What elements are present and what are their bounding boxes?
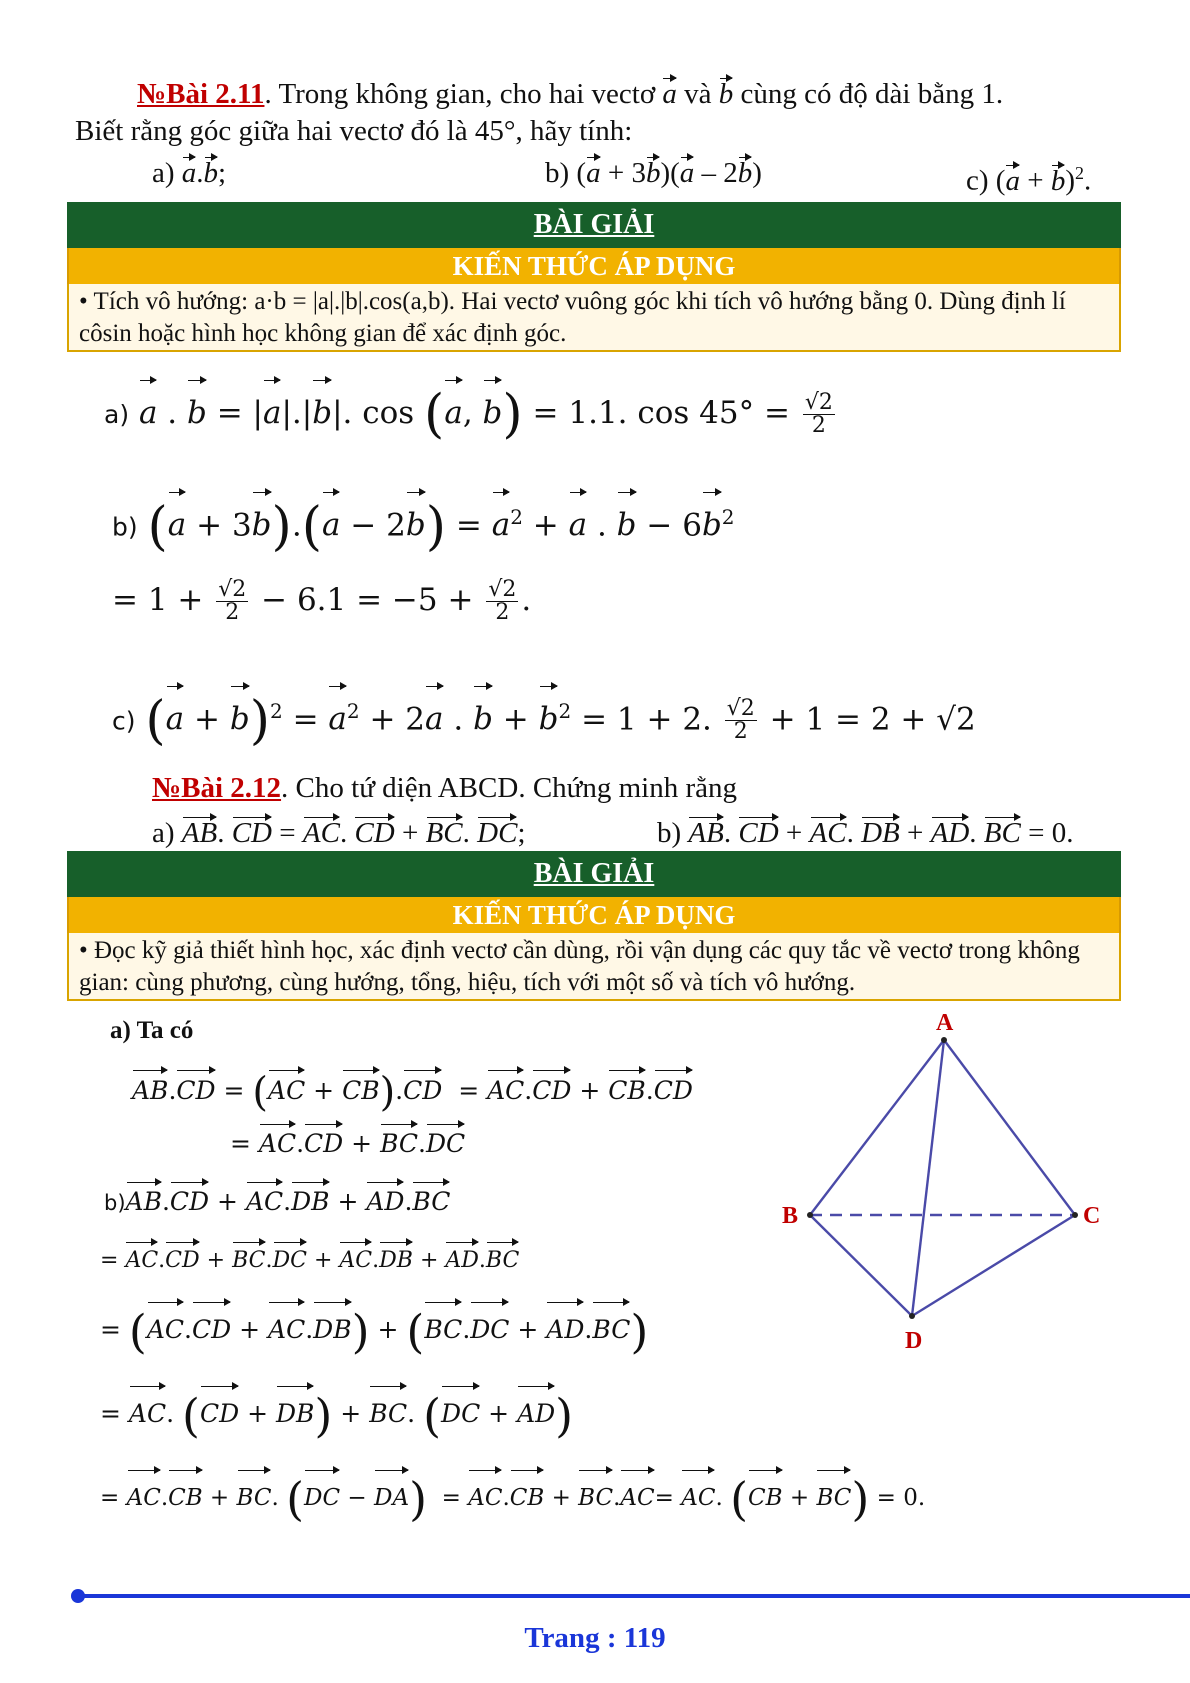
knowledge-note-2: • Đọc kỹ giả thiết hình học, xác định vectơ cần dùng, rồi vận dụng các quy tắc về vectơ trong không gian: cùng phương, cùng hướng, tổng, hiệu, tích với một số và tích vô hướng. bbox=[67, 933, 1121, 1001]
solution-2b-line2: = AC.CD + BC.DC + AC.DB + AD.BC bbox=[100, 1240, 519, 1282]
edge-AC bbox=[944, 1040, 1075, 1215]
solution-2a-line1: AB.CD = (AC + CB).CD = AC.CD + CB.CD bbox=[132, 1069, 693, 1116]
problem-2-11-line2: Biết rằng góc giữa hai vectơ đó là 45°, hãy tính: bbox=[75, 115, 633, 147]
label-D: D bbox=[905, 1328, 923, 1354]
edge-AB bbox=[810, 1040, 944, 1215]
solution-1b-line1: b) $(a + 3b).(a - 2b) = a^2 + a$ . $b - 6b^2$ bbox=[112, 482, 735, 552]
tetrahedron-figure bbox=[770, 1008, 1110, 1358]
vertex-D bbox=[909, 1313, 915, 1319]
solution-2a-title: a) Ta có bbox=[110, 1017, 194, 1044]
edge-CD bbox=[912, 1215, 1075, 1316]
problem-2-12-line1: №Bài 2.12. Cho tứ diện ABCD. Chứng minh rằng bbox=[152, 772, 738, 804]
edge-BD bbox=[810, 1215, 912, 1316]
label-A: A bbox=[936, 1010, 954, 1036]
solution-header-2: BÀI GIẢI bbox=[67, 851, 1121, 897]
solution-2b-line1: b)AB.CD + AC.DB + AD.BC bbox=[104, 1180, 450, 1224]
solution-1a: a) a . b = |a|.|b|. cos (a, b) = 1.1. cos 45° = $\frac{√2}{2}$ bbox=[104, 378, 838, 448]
knowledge-header-1: KIẾN THỨC ÁP DỤNG bbox=[67, 248, 1121, 284]
knowledge-note-1: • Tích vô hướng: a·b = |a|.|b|.cos(a,b). Hai vectơ vuông góc khi tích vô hướng bằng 0. Dùng định lí côsin hoặc hình học không gian để xác định góc. bbox=[67, 284, 1121, 352]
footer-line bbox=[78, 1594, 1190, 1598]
label-C: C bbox=[1083, 1203, 1101, 1229]
part-c: c) $(a + b)^2$. bbox=[966, 163, 1092, 197]
vertex-C bbox=[1072, 1212, 1078, 1218]
solution-1c: c) $(a + b)^2 = a^2 + 2a$ . $b + b^2 = 1 + 2$. $\frac{√2}{2}$ + 1 = 2 + √2 bbox=[112, 676, 976, 746]
label-B: B bbox=[782, 1203, 799, 1229]
edge-AD bbox=[912, 1040, 944, 1316]
solution-2b-line5: = AC.CB + BC. (DC − DA) = AC.CB + BC.AC= AC. (CB + BC) = 0. bbox=[100, 1468, 925, 1528]
page-number: Trang : 119 bbox=[524, 1622, 666, 1654]
vertex-B bbox=[807, 1212, 813, 1218]
part-2b: b) AB. CD + AC. DB + AD. BC = 0. bbox=[657, 817, 1074, 849]
solution-header-1: BÀI GIẢI bbox=[67, 202, 1121, 248]
part-a: a) a.b; bbox=[152, 157, 227, 189]
solution-2a-line2: = AC.CD + BC.DC bbox=[230, 1122, 465, 1166]
solution-2b-line4: = AC. (CD + DB) + BC. (DC + AD) bbox=[100, 1384, 573, 1444]
solution-2b-line3: = (AC.CD + AC.DB) + (BC.DC + AD.BC) bbox=[100, 1300, 648, 1360]
problem-number: №Bài 2.11 bbox=[137, 78, 265, 110]
part-b: b) (a + 3b)(a – 2b) bbox=[545, 157, 762, 189]
problem-number: №Bài 2.12 bbox=[152, 772, 282, 804]
problem-2-11-line1: №Bài 2.11. Trong không gian, cho hai vectơ a và b cùng có độ dài bằng 1. bbox=[137, 78, 1004, 110]
part-2a: a) AB. CD = AC. CD + BC. DC; bbox=[152, 817, 526, 849]
solution-1b-line2: = 1 + $\frac{√2}{2}$ − 6.1 = −5 + $\frac{√2}{2}$ . bbox=[112, 577, 532, 625]
knowledge-header-2: KIẾN THỨC ÁP DỤNG bbox=[67, 897, 1121, 933]
vertex-A bbox=[941, 1037, 947, 1043]
